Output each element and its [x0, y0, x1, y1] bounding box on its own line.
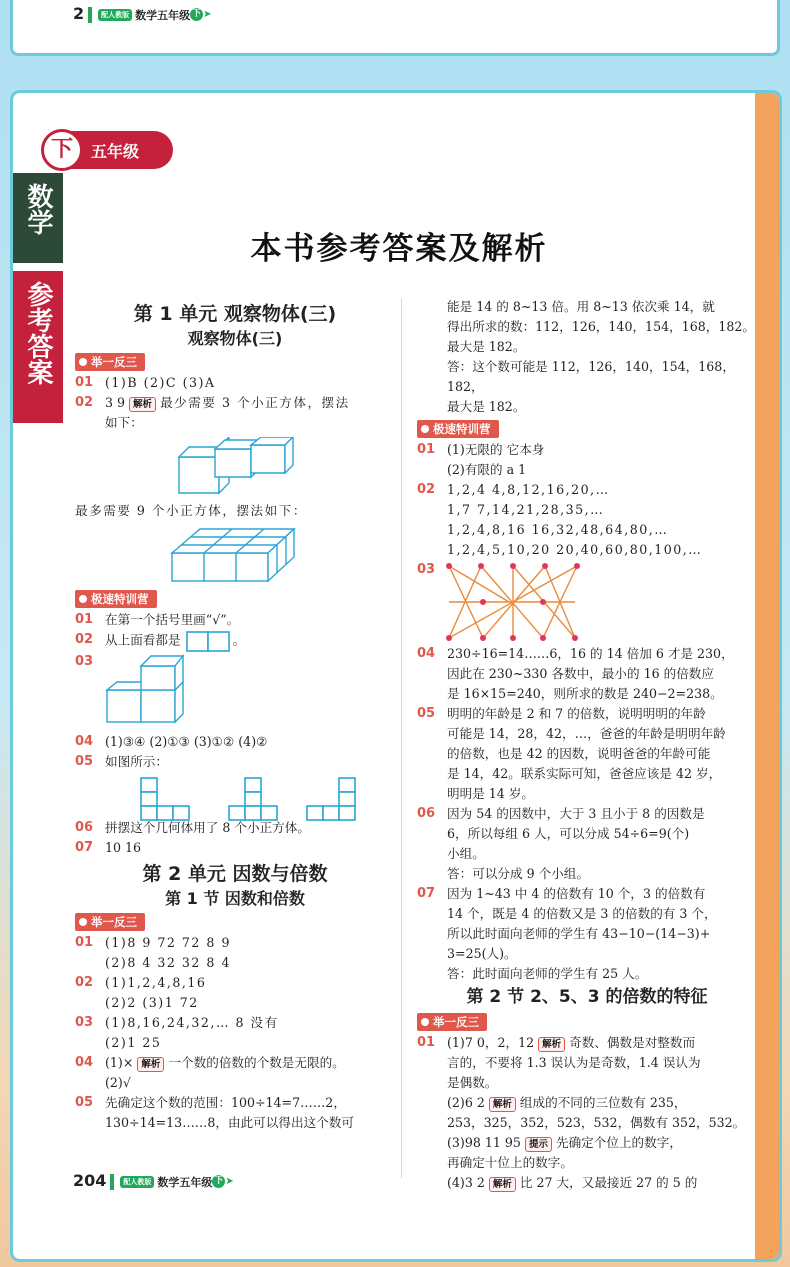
answer-item	[75, 818, 395, 838]
grade-label: 五年级	[91, 142, 140, 161]
answer-text: 是偶数。	[447, 1075, 498, 1090]
answer-text: 在第一个括号里画“√”。	[105, 612, 240, 627]
answer-text: 拼摆这个几何体用了 8 个小正方体。	[105, 820, 310, 835]
item-number: 01	[75, 935, 94, 950]
answer-text: 先确定这个数的范围：100÷14=7……2，	[105, 1095, 346, 1110]
item-number: 01	[417, 442, 436, 457]
answer-text: 再确定十位上的数字。	[447, 1155, 573, 1170]
answer-text: 最大是 182。	[447, 339, 526, 354]
section-heading: 第 1 节 因数和倍数	[165, 889, 305, 908]
edition-tag: 配人教版	[98, 9, 132, 21]
answer-continued	[417, 297, 757, 417]
answer-text: 最大是 182。	[447, 399, 526, 414]
answer-item	[417, 884, 757, 984]
answer-text: 言的，不要将 1.3 误认为是奇数，1.4 误认为	[447, 1055, 701, 1070]
book-title: 数学五年级	[135, 8, 191, 22]
item-number: 05	[75, 754, 94, 769]
answer-text: 所以此时面向老师的学生有 43−10−(14−3)+	[447, 926, 711, 941]
footer-bar	[88, 7, 92, 23]
item-number: 02	[75, 975, 94, 990]
item-number: 04	[75, 1055, 94, 1070]
item-number: 02	[75, 395, 94, 410]
answer-text: 如下：	[105, 415, 143, 430]
analysis-tag: 解析	[538, 1037, 565, 1052]
answer-text: 6，所以每组 6 人，可以分成 54÷6=9(个)	[447, 826, 690, 841]
item-number: 05	[417, 706, 436, 721]
item-number: 07	[75, 840, 94, 855]
term-circle: 下	[41, 129, 83, 171]
answer-item	[75, 1013, 395, 1053]
page-footer	[73, 1171, 234, 1190]
answer-page	[10, 90, 782, 1262]
answer-text: (1)B (2)C (3)A	[105, 375, 216, 390]
answer-text: 3=25(人)。	[447, 946, 517, 961]
section-label: 参考答案	[23, 281, 53, 385]
analysis-tag: 解析	[129, 397, 156, 412]
item-number: 01	[75, 375, 94, 390]
item-number: 04	[417, 646, 436, 661]
page-number: 2	[73, 4, 85, 23]
answer-item: 02 从上面看都是 。	[75, 630, 395, 652]
answer-text: 比 27 大，又最接近 27 的 5 的	[519, 1175, 698, 1190]
answer-text: 是 14，42。联系实际可知，爸爸应该是 42 岁，	[447, 766, 722, 781]
answer-text: (1)7 0，2，12	[447, 1035, 535, 1050]
right-column	[417, 297, 757, 1193]
item-number: 06	[75, 820, 94, 835]
item-number: 01	[417, 1035, 436, 1050]
section-badge: 极速特训营	[417, 420, 499, 438]
answer-text: 先确定个位上的数字，	[555, 1135, 682, 1150]
matching-diagram	[443, 560, 583, 642]
item-number: 07	[417, 886, 436, 901]
answer-text: (2)6 2	[447, 1095, 485, 1110]
item-number: 05	[75, 1095, 94, 1110]
answer-text: 答：这个数可能是 112，126，140，154，168，182，	[447, 359, 735, 394]
item-number: 03	[75, 654, 94, 669]
answer-text: (4)3 2	[447, 1175, 485, 1190]
footer-bar	[110, 1174, 114, 1190]
answer-text: 答：此时面向老师的学生有 25 人。	[447, 966, 648, 981]
item-number: 04	[75, 734, 94, 749]
answer-item	[75, 610, 395, 630]
section-badge: 举一反三	[75, 913, 145, 931]
answer-text: 1,2,4 4,8,12,16,20,…	[447, 482, 610, 497]
answer-text: 因为 1~43 中 4 的倍数有 10 个，3 的倍数有	[447, 886, 706, 901]
edition-tag: 配人教版	[120, 1176, 154, 1188]
answer-text: 的倍数，也是 42 的因数，说明爸爸的年龄可能	[447, 746, 711, 761]
answer-text: 能是 14 的 8~13 倍。用 8~13 依次乘 14，就	[447, 299, 715, 314]
page-title: 本书参考答案及解析	[250, 231, 548, 267]
answer-item	[75, 732, 395, 752]
answer-text: 是 16×15=240，则所求的数是 240−2=238。	[447, 686, 723, 701]
column-divider	[401, 298, 402, 1178]
answer-item	[75, 933, 395, 973]
answer-text: 明明的年龄是 2 和 7 的倍数，说明明明的年龄	[447, 706, 706, 721]
subject-label: 数学	[23, 183, 53, 235]
answer-text: 小组。	[447, 846, 485, 861]
answer-text: 奇数、偶数是对整数而	[569, 1035, 696, 1050]
arrow-icon: ➤	[225, 1176, 234, 1187]
section-badge: 极速特训营	[75, 590, 157, 608]
answer-item	[75, 393, 395, 433]
item-number: 01	[75, 612, 94, 627]
section-badge: 举一反三	[75, 353, 145, 371]
answer-text: (1)8,16,24,32,… 8 没有	[105, 1015, 279, 1030]
unit-heading: 第 1 单元 观察物体(三)	[133, 303, 337, 325]
answer-item	[75, 652, 395, 732]
answer-item	[417, 1033, 757, 1193]
answer-text: (2)有限的 a 1	[447, 462, 527, 477]
answer-text: 253，325，352，523，532，偶数有 352，532。	[447, 1115, 746, 1130]
square-figure	[185, 630, 233, 652]
item-number: 02	[417, 482, 436, 497]
analysis-tag: 解析	[489, 1177, 516, 1192]
answer-item	[75, 752, 395, 818]
answer-item	[75, 838, 395, 858]
answer-text: 因此在 230~330 各数中，最小的 16 的倍数应	[447, 666, 714, 681]
answer-text: 130÷14=13……8，由此可以得出这个数可	[105, 1115, 354, 1130]
answer-text: (2)8 4 32 32 8 4	[105, 955, 231, 970]
answer-text: (1)×	[105, 1055, 134, 1070]
answer-text: 得出所求的数：112，126，140，154，168，182。	[447, 319, 755, 334]
left-column	[75, 298, 395, 1133]
previous-page-strip	[10, 0, 780, 56]
book-title: 数学五年级	[157, 1175, 213, 1189]
answer-item	[75, 1093, 395, 1133]
hint-tag: 提示	[525, 1137, 552, 1152]
answer-text: 1,7 7,14,21,28,35,…	[447, 502, 605, 517]
section-tab	[13, 271, 63, 423]
answer-text: (1)1,2,4,8,16	[105, 975, 207, 990]
answer-text: 可能是 14，28，42，…，爸爸的年龄是明明年龄	[447, 726, 726, 741]
answer-text: (2)√	[105, 1075, 131, 1090]
item-number: 03	[417, 562, 436, 577]
answer-text: (2)1 25	[105, 1035, 162, 1050]
answer-item	[75, 1053, 395, 1093]
answer-text: 答：可以分成 9 个小组。	[447, 866, 589, 881]
answer-text: 10 16	[105, 840, 142, 855]
item-number: 03	[75, 1015, 94, 1030]
answer-text: 一个数的倍数的个数是无限的。	[168, 1055, 345, 1070]
section-heading: 第 2 节 2、5、3 的倍数的特征	[466, 987, 708, 1007]
answer-item	[417, 644, 757, 704]
section-heading: 观察物体(三)	[187, 329, 283, 348]
answer-text: 组成的不同的三位数有 235，	[519, 1095, 687, 1110]
term-badge: 下	[192, 9, 202, 19]
answer-item	[75, 973, 395, 1013]
section-badge: 举一反三	[417, 1013, 487, 1031]
term-badge: 下	[214, 1176, 224, 1186]
answer-text: (1)无限的 它本身	[447, 442, 545, 457]
cube-figure-max	[170, 525, 300, 583]
answer-text: 230÷16=14……6，16 的 14 倍加 6 才是 230，	[447, 646, 734, 661]
answer-item	[417, 560, 757, 644]
arrow-icon: ➤	[203, 9, 212, 20]
answer-item	[75, 373, 395, 393]
page-number: 204	[73, 1171, 107, 1190]
previous-page-footer	[73, 4, 212, 23]
answer-text: 1,2,4,5,10,20 20,40,60,80,100,…	[447, 542, 703, 557]
answer-text: (2)2 (3)1 72	[105, 995, 199, 1010]
unit-heading: 第 2 单元 因数与倍数	[142, 863, 328, 885]
answer-text: (1)③④ (2)①③ (3)①② (4)②	[105, 734, 268, 749]
answer-text: (3)98 11 95	[447, 1135, 521, 1150]
answer-text: 3 9	[105, 395, 126, 410]
answer-item	[417, 480, 757, 560]
answer-text: 从上面看都是	[105, 632, 181, 648]
answer-text: 1,2,4,8,16 16,32,48,64,80,…	[447, 522, 669, 537]
answer-item	[417, 704, 757, 804]
item-number: 02	[75, 632, 94, 647]
cube-figure-min	[175, 437, 295, 497]
answer-text: 如图所示：	[105, 754, 168, 769]
answer-item	[417, 440, 757, 480]
view-figures	[75, 774, 365, 822]
answer-text: 明明是 14 岁。	[447, 786, 535, 801]
answer-text: 最少需要 3 个小正方体，摆法	[160, 395, 350, 410]
answer-item	[417, 804, 757, 884]
stacked-cube-figure	[105, 654, 185, 732]
analysis-tag: 解析	[489, 1097, 516, 1112]
answer-text: 最多需要 9 个小正方体，摆法如下：	[75, 503, 307, 518]
answer-text: 14 个，既是 4 的倍数又是 3 的倍数的有 3 个，	[447, 906, 717, 921]
item-number: 06	[417, 806, 436, 821]
analysis-tag: 解析	[137, 1057, 164, 1072]
answer-text: 因为 54 的因数中，大于 3 且小于 8 的因数是	[447, 806, 705, 821]
answer-text: (1)8 9 72 72 8 9	[105, 935, 231, 950]
